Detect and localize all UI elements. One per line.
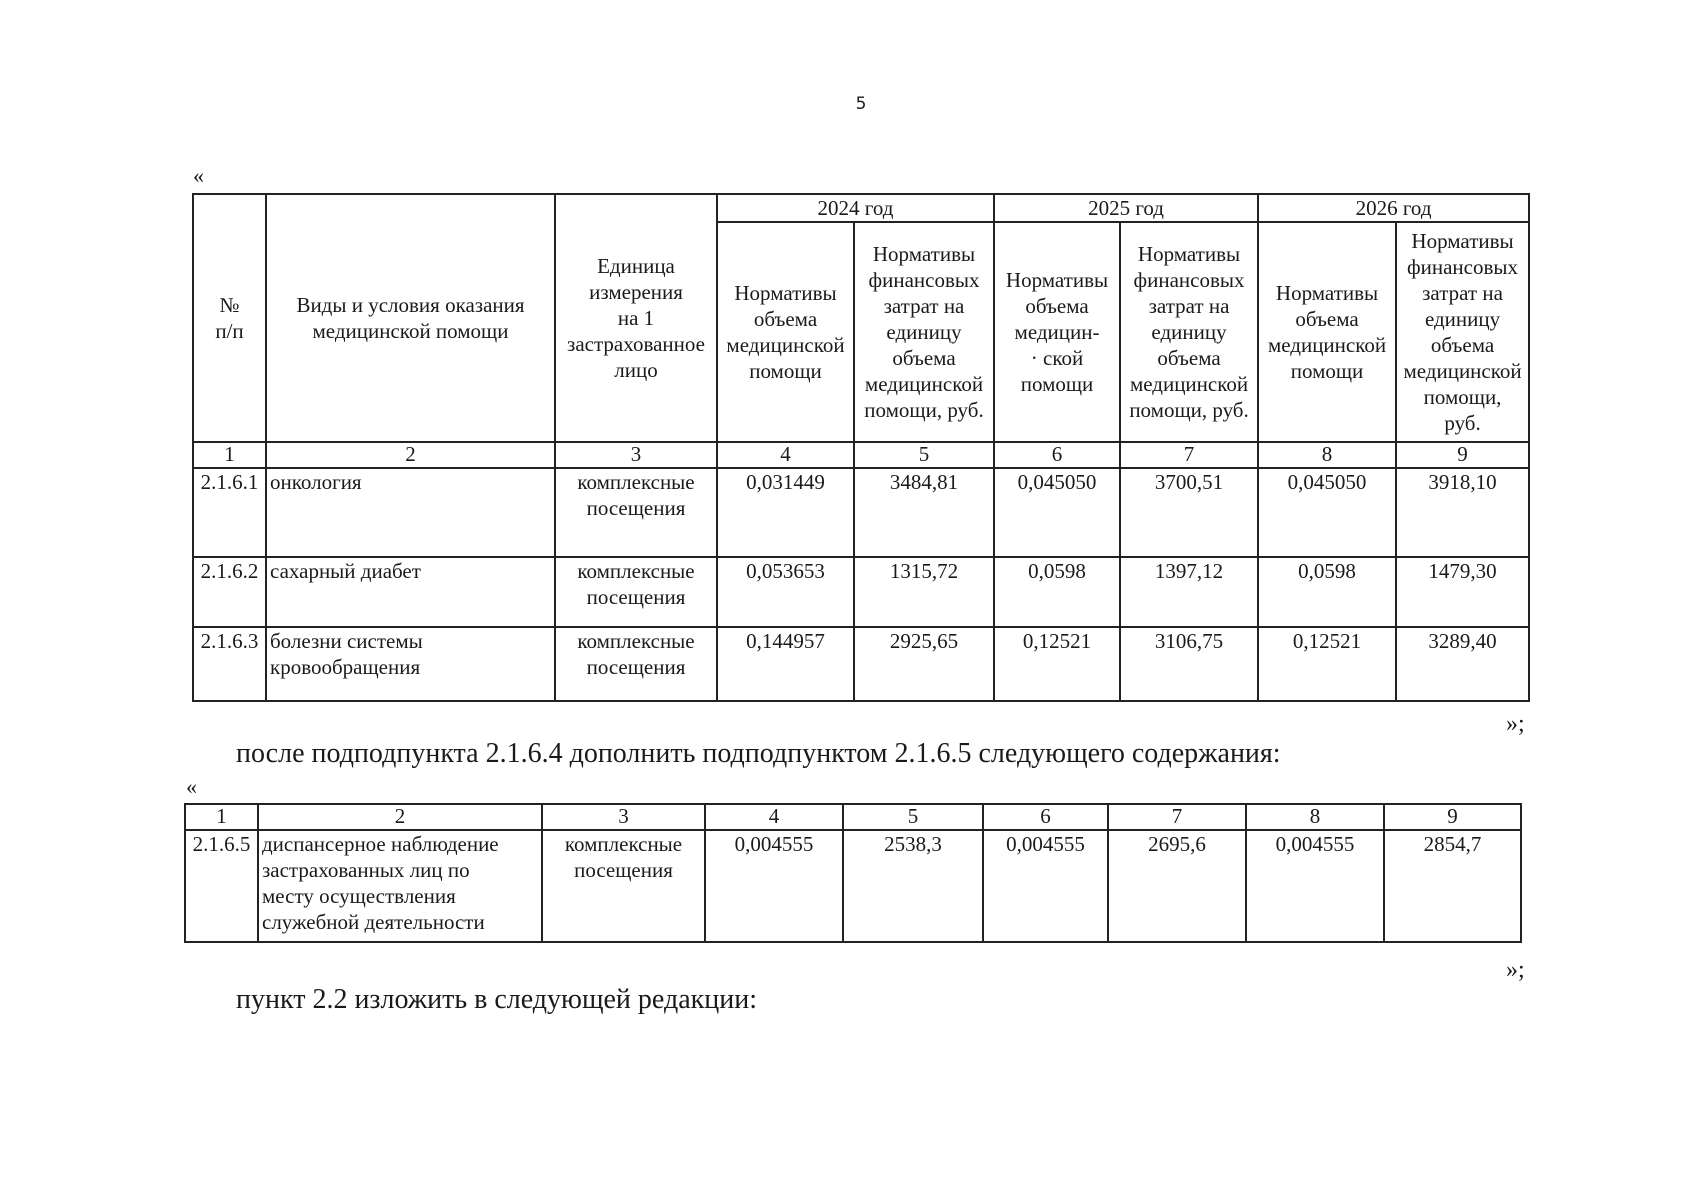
column-number: 5	[854, 442, 994, 468]
volume-2025: 0,0598	[994, 557, 1120, 627]
column-number: 4	[705, 804, 843, 830]
column-number: 2	[266, 442, 555, 468]
cost-2025: 3106,75	[1120, 627, 1258, 701]
column-number: 2	[258, 804, 542, 830]
cost-2026: 1479,30	[1396, 557, 1529, 627]
column-number: 6	[983, 804, 1108, 830]
header-year-2025: 2025 год	[994, 194, 1258, 222]
table-row	[193, 627, 1529, 701]
row-number: 2.1.6.2	[193, 557, 266, 627]
closing-quote-mark: »;	[1506, 711, 1525, 737]
row-number: 2.1.6.1	[193, 468, 266, 557]
header-volume-2026: Нормативы объема медицинской помощи	[1258, 222, 1396, 442]
care-type: сахарный диабет	[266, 557, 555, 627]
column-number: 1	[193, 442, 266, 468]
column-number-row	[193, 442, 1529, 468]
care-type: онкология	[266, 468, 555, 557]
volume-2026: 0,004555	[1246, 830, 1384, 942]
column-number-row	[185, 804, 1521, 830]
measurement-unit: комплексные посещения	[555, 557, 717, 627]
volume-2024: 0,053653	[717, 557, 854, 627]
volume-2026: 0,045050	[1258, 468, 1396, 557]
cost-2026: 3289,40	[1396, 627, 1529, 701]
header-volume-2025: Нормативы объема медицин- · ской помощи	[994, 222, 1120, 442]
header-measurement-unit: Единица измерения на 1 застрахованное лицо	[555, 194, 717, 442]
header-cost-2025: Нормативы финансовых затрат на единицу объема медицинской помощи, руб.	[1120, 222, 1258, 442]
header-care-types: Виды и условия оказания медицинской помощи	[266, 194, 555, 442]
column-number: 3	[542, 804, 705, 830]
cost-2024: 1315,72	[854, 557, 994, 627]
cost-2025: 3700,51	[1120, 468, 1258, 557]
table-row	[193, 557, 1529, 627]
standards-table	[192, 193, 1530, 702]
column-number: 8	[1258, 442, 1396, 468]
column-number: 7	[1108, 804, 1246, 830]
table-row	[193, 468, 1529, 557]
column-number: 4	[717, 442, 854, 468]
volume-2024: 0,004555	[705, 830, 843, 942]
cost-2024: 2925,65	[854, 627, 994, 701]
cost-2024: 2538,3	[843, 830, 983, 942]
measurement-unit: комплексные посещения	[555, 627, 717, 701]
closing-quote-mark: »;	[1506, 957, 1525, 983]
column-number: 9	[1384, 804, 1521, 830]
column-number: 1	[185, 804, 258, 830]
column-number: 6	[994, 442, 1120, 468]
header-year-2024: 2024 год	[717, 194, 994, 222]
header-row-number: № п/п	[193, 194, 266, 442]
cost-2024: 3484,81	[854, 468, 994, 557]
header-cost-2026: Нормативы финансовых затрат на единицу объема медицинской помощи, руб.	[1396, 222, 1529, 442]
paragraph-add-subitem: после подподпункта 2.1.6.4 дополнить подподпунктом 2.1.6.5 следующего содержания:	[236, 738, 1281, 769]
added-subitem-table	[184, 803, 1522, 943]
column-number: 5	[843, 804, 983, 830]
opening-quote-mark: «	[193, 163, 204, 188]
cost-2025: 1397,12	[1120, 557, 1258, 627]
column-number: 7	[1120, 442, 1258, 468]
measurement-unit: комплексные посещения	[542, 830, 705, 942]
volume-2026: 0,0598	[1258, 557, 1396, 627]
cost-2026: 3918,10	[1396, 468, 1529, 557]
care-type: диспансерное наблюдение застрахованных лиц по месту осуществления служебной деятельности	[258, 830, 542, 942]
volume-2025: 0,045050	[994, 468, 1120, 557]
measurement-unit: комплексные посещения	[555, 468, 717, 557]
care-type: болезни системы кровообращения	[266, 627, 555, 701]
opening-quote-mark: «	[186, 774, 197, 799]
volume-2026: 0,12521	[1258, 627, 1396, 701]
paragraph-item-2-2: пункт 2.2 изложить в следующей редакции:	[236, 984, 757, 1015]
header-year-2026: 2026 год	[1258, 194, 1529, 222]
volume-2025: 0,12521	[994, 627, 1120, 701]
volume-2024: 0,144957	[717, 627, 854, 701]
row-number: 2.1.6.5	[185, 830, 258, 942]
column-number: 9	[1396, 442, 1529, 468]
header-volume-2024: Нормативы объема медицинской помощи	[717, 222, 854, 442]
row-number: 2.1.6.3	[193, 627, 266, 701]
table-row	[185, 830, 1521, 942]
volume-2024: 0,031449	[717, 468, 854, 557]
cost-2025: 2695,6	[1108, 830, 1246, 942]
header-cost-2024: Нормативы финансовых затрат на единицу объема медицинской помощи, руб.	[854, 222, 994, 442]
cost-2026: 2854,7	[1384, 830, 1521, 942]
column-number: 3	[555, 442, 717, 468]
page-number: 5	[855, 94, 867, 114]
column-number: 8	[1246, 804, 1384, 830]
volume-2025: 0,004555	[983, 830, 1108, 942]
